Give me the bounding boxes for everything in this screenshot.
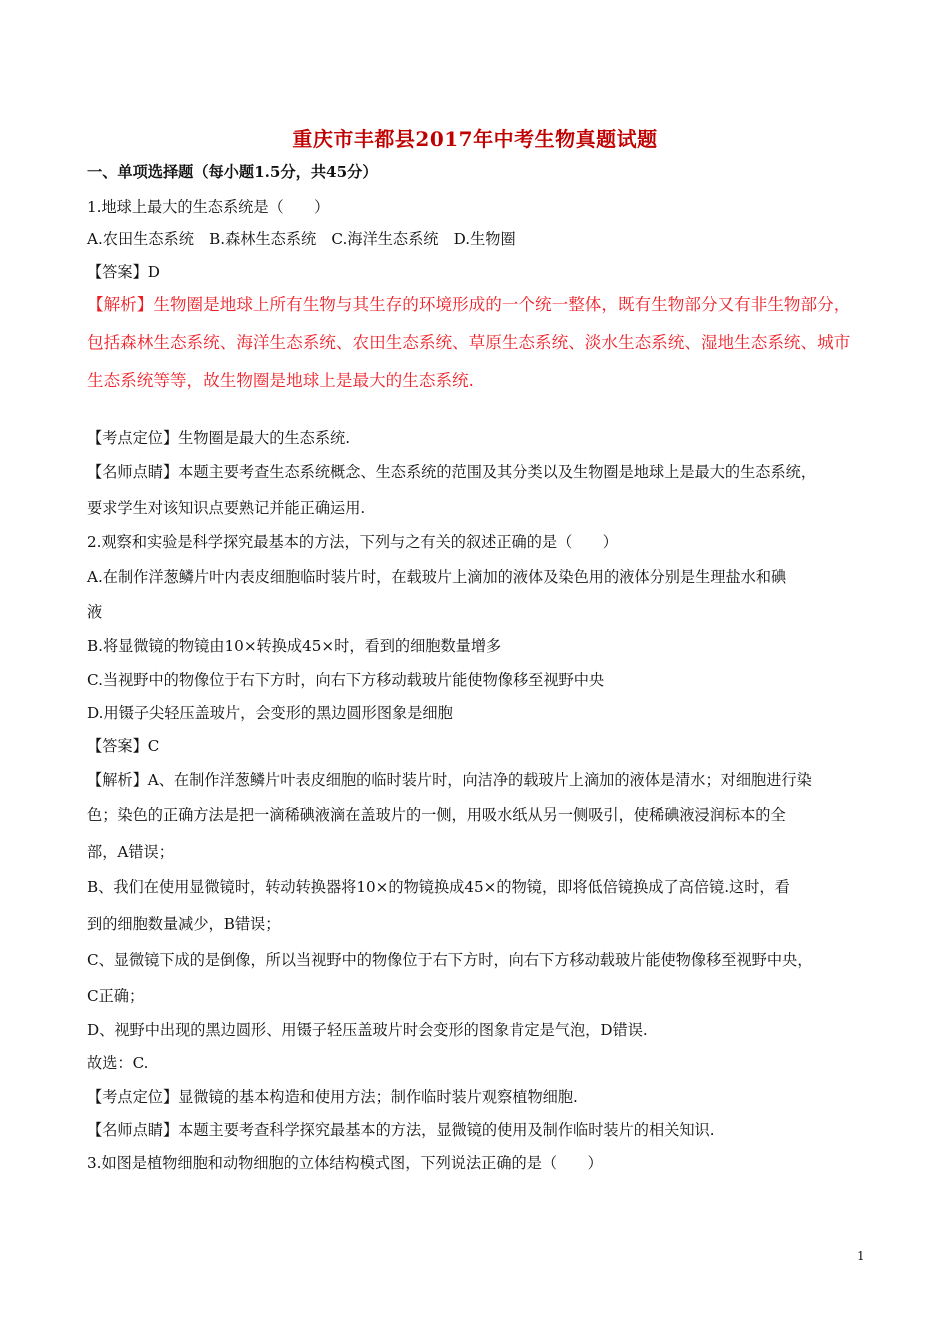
q1-explanation-line-2: 包括森林生态系统、海洋生态系统、农田生态系统、草原生态系统、淡水生态系统、湿地生态系统、城市: [87, 333, 851, 352]
q2-option-b: B.将显微镜的物镜由10×转换成45×时，看到的细胞数量增多: [87, 637, 502, 655]
q2-explanation-b-1: B、我们在使用显微镜时，转动转换器将10×的物镜换成45×的物镜，即将低倍镜换成了高倍镜.这时，看: [87, 878, 790, 896]
q2-explanation-a-1: 【解析】A、在制作洋葱鳞片叶表皮细胞的临时装片时，向洁净的载玻片上滴加的液体是清水；对细胞进行染: [87, 771, 812, 789]
q2-option-c: C.当视野中的物像位于右下方时，向右下方移动载玻片能使物像移至视野中央: [87, 671, 605, 689]
page-title: 重庆市丰都县2017年中考生物真题试题: [292, 127, 658, 151]
question-3: 3.如图是植物细胞和动物细胞的立体结构模式图，下列说法正确的是（ ）: [87, 1154, 603, 1172]
question-1: 1.地球上最大的生态系统是（ ）: [87, 198, 330, 216]
q2-conclusion: 故选：C.: [87, 1054, 149, 1072]
q1-options: A.农田生态系统 B.森林生态系统 C.海洋生态系统 D.生物圈: [87, 230, 516, 248]
q2-explanation-a-3: 部，A错误；: [87, 843, 174, 861]
q2-option-a-2: 液: [87, 603, 103, 621]
q1-explanation-line-1: 【解析】生物圈是地球上所有生物与其生存的环境形成的一个统一整体，既有生物部分又有非生物部分，: [87, 295, 851, 314]
q1-teacher-note-1: 【名师点睛】本题主要考查生态系统概念、生态系统的范围及其分类以及生物圈是地球上是最大的生态系统，: [87, 463, 816, 481]
q2-teacher-note: 【名师点睛】本题主要考查科学探究最基本的方法，显微镜的使用及制作临时装片的相关知识.: [87, 1121, 715, 1139]
question-2: 2.观察和实验是科学探究最基本的方法，下列与之有关的叙述正确的是（ ）: [87, 533, 618, 551]
section-heading: 一、单项选择题（每小题1.5分，共45分）: [87, 163, 378, 181]
q1-answer: 【答案】D: [87, 263, 160, 281]
page-number: 1: [857, 1249, 865, 1263]
q2-explanation-b-2: 到的细胞数量减少，B错误；: [87, 915, 281, 933]
q1-explanation-line-3: 生态系统等等，故生物圈是地球上是最大的生态系统.: [87, 371, 474, 390]
q2-option-d: D.用镊子尖轻压盖玻片，会变形的黑边圆形图象是细胞: [87, 704, 453, 722]
q2-explanation-c-1: C、显微镜下成的是倒像，所以当视野中的物像位于右下方时，向右下方移动载玻片能使物像移至视野中央，: [87, 951, 813, 969]
q2-explanation-a-2: 色；染色的正确方法是把一滴稀碘液滴在盖玻片的一侧，用吸水纸从另一侧吸引，使稀碘液浸润标本的全: [87, 806, 786, 824]
q2-explanation-d: D、视野中出现的黑边圆形、用镊子轻压盖玻片时会变形的图象肯定是气泡，D错误.: [87, 1021, 648, 1039]
q1-key-point: 【考点定位】生物圈是最大的生态系统.: [87, 429, 351, 447]
q1-teacher-note-2: 要求学生对该知识点要熟记并能正确运用.: [87, 499, 366, 517]
q2-explanation-c-2: C正确；: [87, 987, 145, 1005]
q2-option-a-1: A.在制作洋葱鳞片叶内表皮细胞临时装片时，在载玻片上滴加的液体及染色用的液体分别是生理盐水和碘: [87, 568, 787, 586]
q2-key-point: 【考点定位】显微镜的基本构造和使用方法；制作临时装片观察植物细胞.: [87, 1088, 578, 1106]
q2-answer: 【答案】C: [87, 737, 160, 755]
